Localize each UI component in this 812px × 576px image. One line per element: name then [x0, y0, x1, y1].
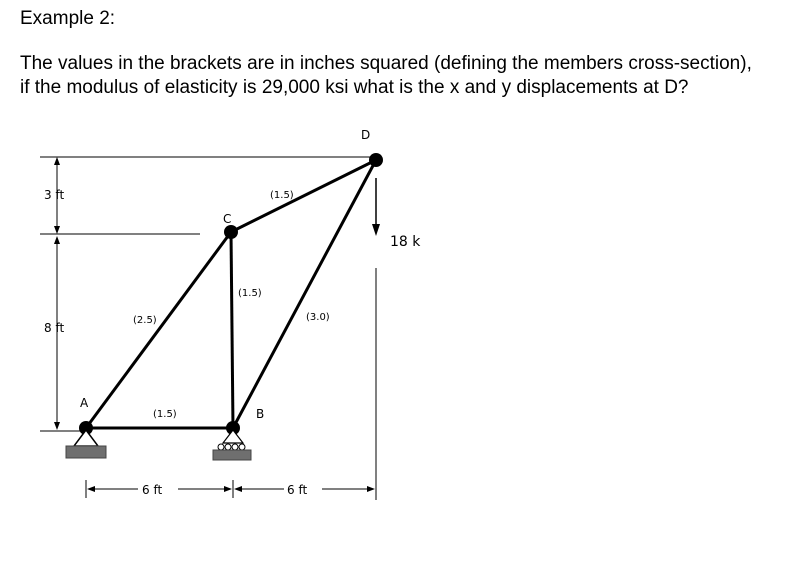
dim-3ft-label: 3 ft	[44, 188, 65, 202]
dim-right-span-arrow-left	[234, 486, 242, 492]
dim-3ft-arrow-top	[54, 157, 60, 165]
member-bc	[231, 232, 233, 428]
dim-right-span-label: 6 ft	[287, 483, 308, 497]
load-arrow-head	[372, 224, 380, 236]
dim-8ft-arrow-bottom	[54, 422, 60, 430]
member-cd	[231, 160, 376, 232]
dim-left-span-label: 6 ft	[142, 483, 163, 497]
dim-left-span-arrow-left	[87, 486, 95, 492]
dim-left-span-arrow-right	[224, 486, 232, 492]
member-ac-area: (2.5)	[133, 315, 157, 326]
example-title: Example 2:	[20, 8, 116, 29]
joint-d	[369, 153, 383, 167]
member-bc-area: (1.5)	[238, 288, 262, 299]
joint-b-label: B	[256, 407, 265, 421]
member-bd-area: (3.0)	[306, 312, 330, 323]
roller-support-b	[213, 430, 251, 460]
dim-3ft-arrow-bottom	[54, 226, 60, 234]
problem-line-2: if the modulus of elasticity is 29,000 ksi what is the x and y displacements at D?	[20, 77, 689, 98]
dim-8ft-label: 8 ft	[44, 321, 65, 335]
member-ab-area: (1.5)	[153, 409, 177, 420]
member-ac	[86, 232, 231, 428]
joint-c-label: C	[223, 212, 232, 226]
load-label: 18 k	[390, 234, 421, 250]
joint-d-label: D	[361, 128, 371, 142]
problem-line-1: The values in the brackets are in inches squared (defining the members cross-section),	[20, 53, 752, 74]
dim-right-span-arrow-right	[367, 486, 375, 492]
pin-support-a	[66, 430, 106, 458]
joint-a-label: A	[80, 396, 89, 410]
joint-c	[224, 225, 238, 239]
member-cd-area: (1.5)	[270, 190, 294, 201]
dim-8ft-arrow-top	[54, 236, 60, 244]
